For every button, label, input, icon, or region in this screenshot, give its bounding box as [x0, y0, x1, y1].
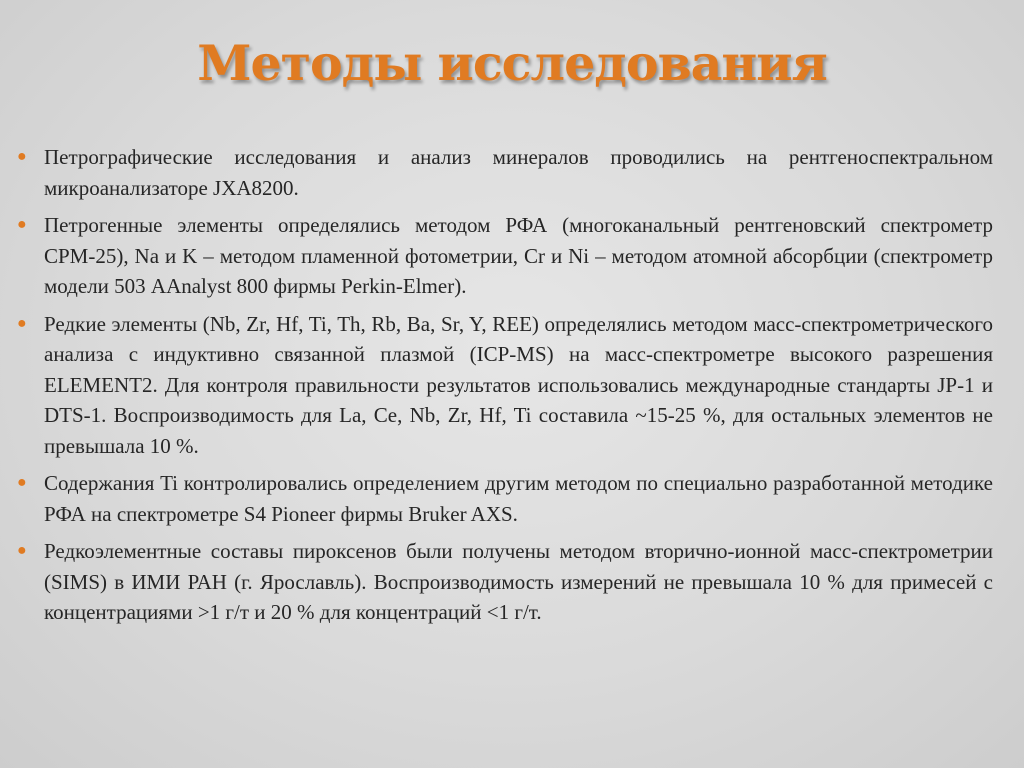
bullet-dot-icon: ●	[17, 542, 27, 559]
bullet-text: Петрогенные элементы определялись методом РФА (многоканальный рентгеновский спектрометр СРМ-25), Na и K – методом пламенной фотометрии, Cr и Ni – методом атомной абсорбции (спектрометр модели 503 AAnalyst 800 фирмы Perkin-Elmer).	[44, 213, 993, 298]
bullet-dot-icon: ●	[17, 314, 27, 332]
slide-title: Методы исследования	[197, 34, 827, 92]
bullet-dot-icon: ●	[17, 474, 27, 491]
bullet-item	[17, 142, 993, 203]
bullet-text: Петрографические исследования и анализ минералов проводились на рентгеноспектральном микроанализаторе JXA8200.	[44, 145, 993, 200]
bullet-item	[17, 536, 993, 628]
bullet-list	[17, 142, 993, 635]
bullet-item	[17, 468, 993, 529]
bullet-text: Редкие элементы (Nb, Zr, Hf, Ti, Th, Rb, Ba, Sr, Y, REE) определялись методом масс-спектрометрического анализа с индуктивно связанной плазмой (ICP-MS) на масс-спектрометре высокого разрешения ELEMENT2. Для контроля правильности результатов использовались международные стандарты JP-1 и DTS-1. Воспроизводимость для La, Ce, Nb, Zr, Hf, Ti составила ~15-25 %, для остальных элементов не превышала 10 %.	[44, 311, 993, 458]
bullet-item	[17, 309, 993, 462]
bullet-item	[17, 210, 993, 302]
bullet-text: Редкоэлементные составы пироксенов были получены методом вторично-ионной масс-спектрометрии (SIMS) в ИМИ РАН (г. Ярославль). Воспроизводимость измерений не превышала 10 % для примесей с концентрациями >1 г/т и 20 % для концентраций <1 г/т.	[44, 539, 993, 624]
bullet-dot-icon: ●	[17, 148, 27, 165]
bullet-dot-icon: ●	[17, 216, 27, 233]
bullet-text: Содержания Ti контролировались определением другим методом по специально разработанной методике РФА на спектрометре S4 Pioneer фирмы Bruker AXS.	[44, 471, 993, 526]
